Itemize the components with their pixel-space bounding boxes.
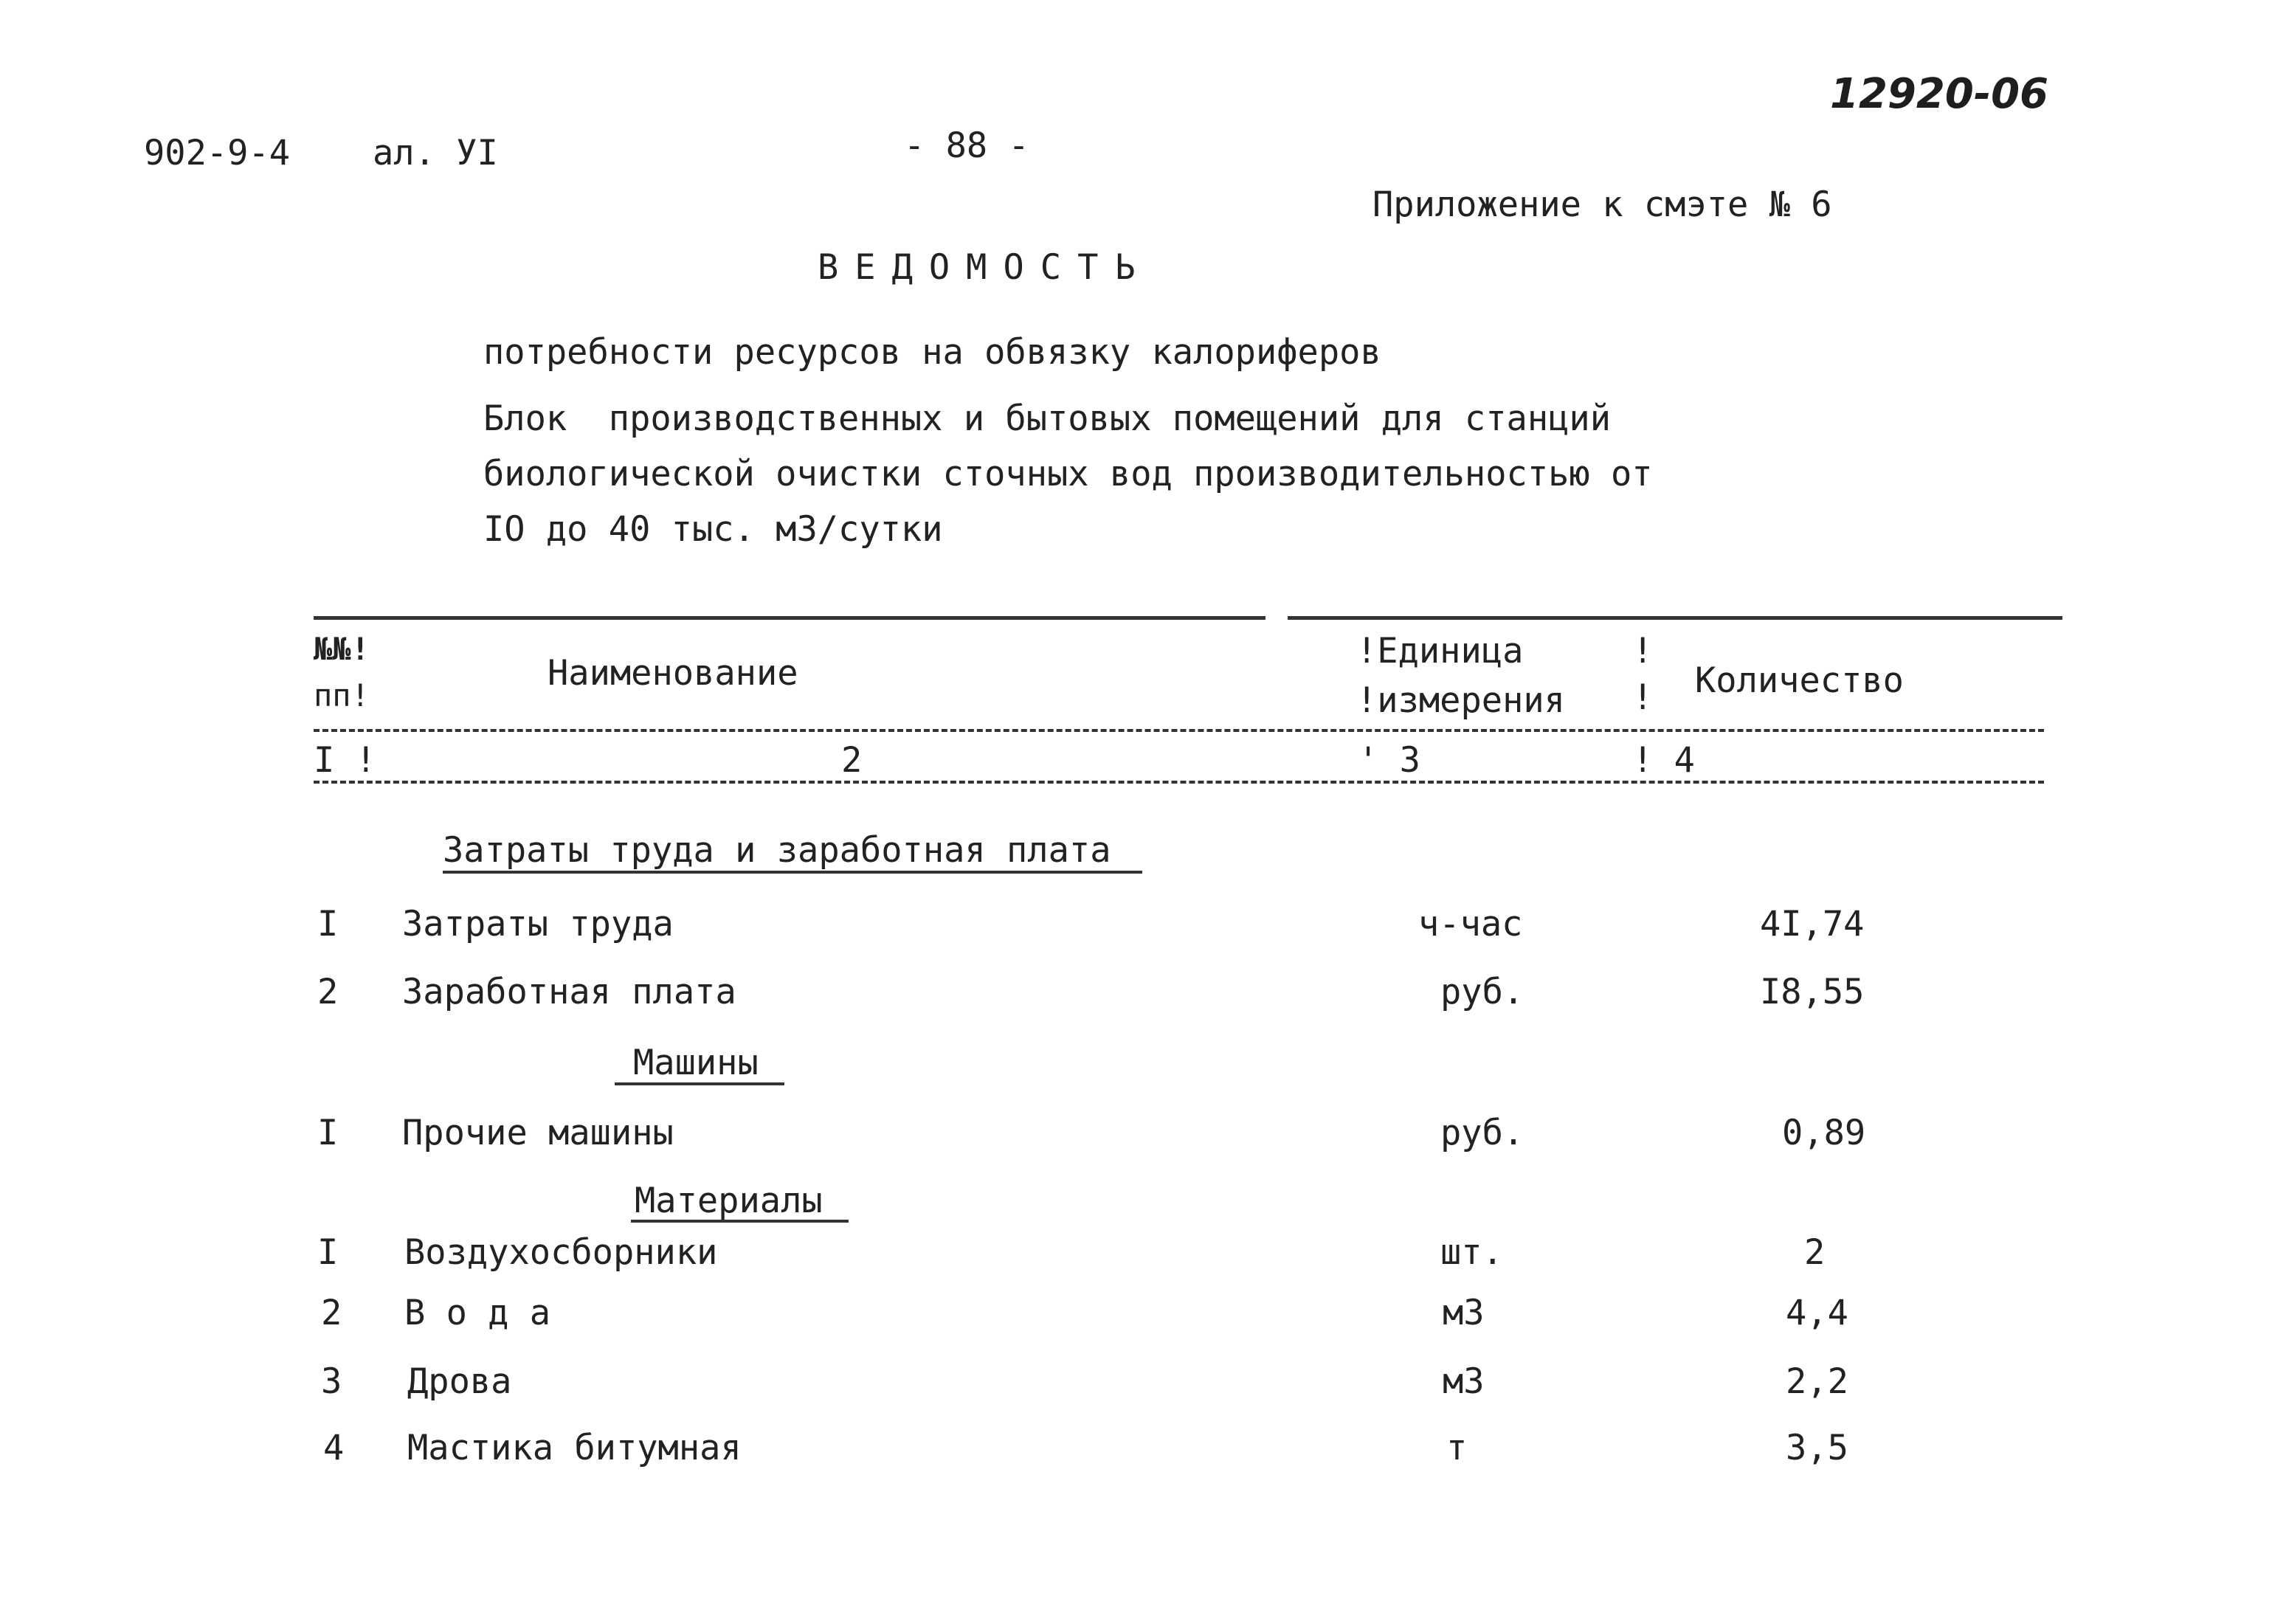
row-number: I <box>317 904 339 944</box>
header-num-line2: пп! <box>314 677 370 713</box>
appendix-label: Приложение к смэте № 6 <box>1372 184 1832 225</box>
row-name: В о д а <box>404 1293 551 1333</box>
table-top-rule-left <box>314 616 1265 620</box>
header-unit-line1: !Единица <box>1356 631 1524 671</box>
document-title: ВЕДОМОСТЬ <box>818 247 1152 288</box>
row-unit: т <box>1446 1428 1468 1468</box>
column-number-4: ! 4 <box>1632 740 1695 781</box>
column-number-1: I ! <box>314 740 376 781</box>
series-number: 902-9-4 <box>144 133 291 173</box>
row-name: Прочие машины <box>402 1113 674 1153</box>
row-unit: м3 <box>1443 1293 1485 1333</box>
row-unit: ч-час <box>1418 904 1523 944</box>
column-numbers-dashed-rule <box>314 781 2044 784</box>
page-number: - 88 - <box>904 125 1029 166</box>
header-separator-1: ! <box>1632 631 1654 671</box>
header-unit-line2: !измерения <box>1356 680 1565 721</box>
album-number: ал. УI <box>373 133 498 173</box>
column-number-2: 2 <box>841 740 863 781</box>
section-title-materials: Материалы <box>635 1181 823 1221</box>
subtitle-line-1: потребности ресурсов на обвязку калориферов <box>483 332 1381 373</box>
row-quantity: 4,4 <box>1786 1293 1848 1333</box>
row-unit: шт. <box>1440 1232 1503 1273</box>
row-name: Дрова <box>407 1361 512 1402</box>
header-separator-2: ! <box>1632 677 1654 718</box>
subtitle-line-3: биологической очистки сточных вод производительностью от <box>483 454 1653 494</box>
section-title-labour: Затраты труда и заработная плата <box>443 830 1111 871</box>
document-code: 12920-06 <box>1830 70 2048 118</box>
row-number: 3 <box>321 1361 342 1402</box>
section-title-materials-underline <box>631 1220 849 1223</box>
row-name: Мастика битумная <box>407 1428 742 1468</box>
subtitle-line-4: IO до 40 тыс. м3/сутки <box>483 509 943 550</box>
row-quantity: 2 <box>1804 1232 1826 1273</box>
row-unit: руб. <box>1440 972 1524 1012</box>
row-number: I <box>317 1232 339 1273</box>
subtitle-line-2: Блок производственных и бытовых помещений для станций <box>483 398 1612 439</box>
row-number: 2 <box>317 972 339 1012</box>
row-quantity: 0,89 <box>1782 1113 1866 1153</box>
column-number-3: ' 3 <box>1358 740 1420 781</box>
row-unit: м3 <box>1443 1361 1485 1402</box>
row-name: Заработная плата <box>402 972 736 1012</box>
section-title-machines: Машины <box>633 1043 759 1083</box>
row-quantity: 4I,74 <box>1760 904 1865 944</box>
row-unit: руб. <box>1440 1113 1524 1153</box>
row-quantity: 3,5 <box>1786 1428 1848 1468</box>
section-title-machines-underline <box>615 1082 784 1085</box>
header-name: Наименование <box>548 653 798 694</box>
row-quantity: 2,2 <box>1786 1361 1848 1402</box>
row-quantity: I8,55 <box>1760 972 1865 1012</box>
row-number: 2 <box>321 1293 342 1333</box>
section-title-labour-underline <box>443 871 1142 874</box>
row-name: Затраты труда <box>402 904 674 944</box>
header-num-line1: №№! <box>314 631 370 667</box>
row-name: Воздухосборники <box>404 1232 718 1273</box>
row-number: I <box>317 1113 339 1153</box>
table-top-rule-right <box>1288 616 2062 620</box>
header-dashed-rule <box>314 729 2044 732</box>
header-quantity: Количество <box>1695 660 1904 701</box>
row-number: 4 <box>323 1428 345 1468</box>
